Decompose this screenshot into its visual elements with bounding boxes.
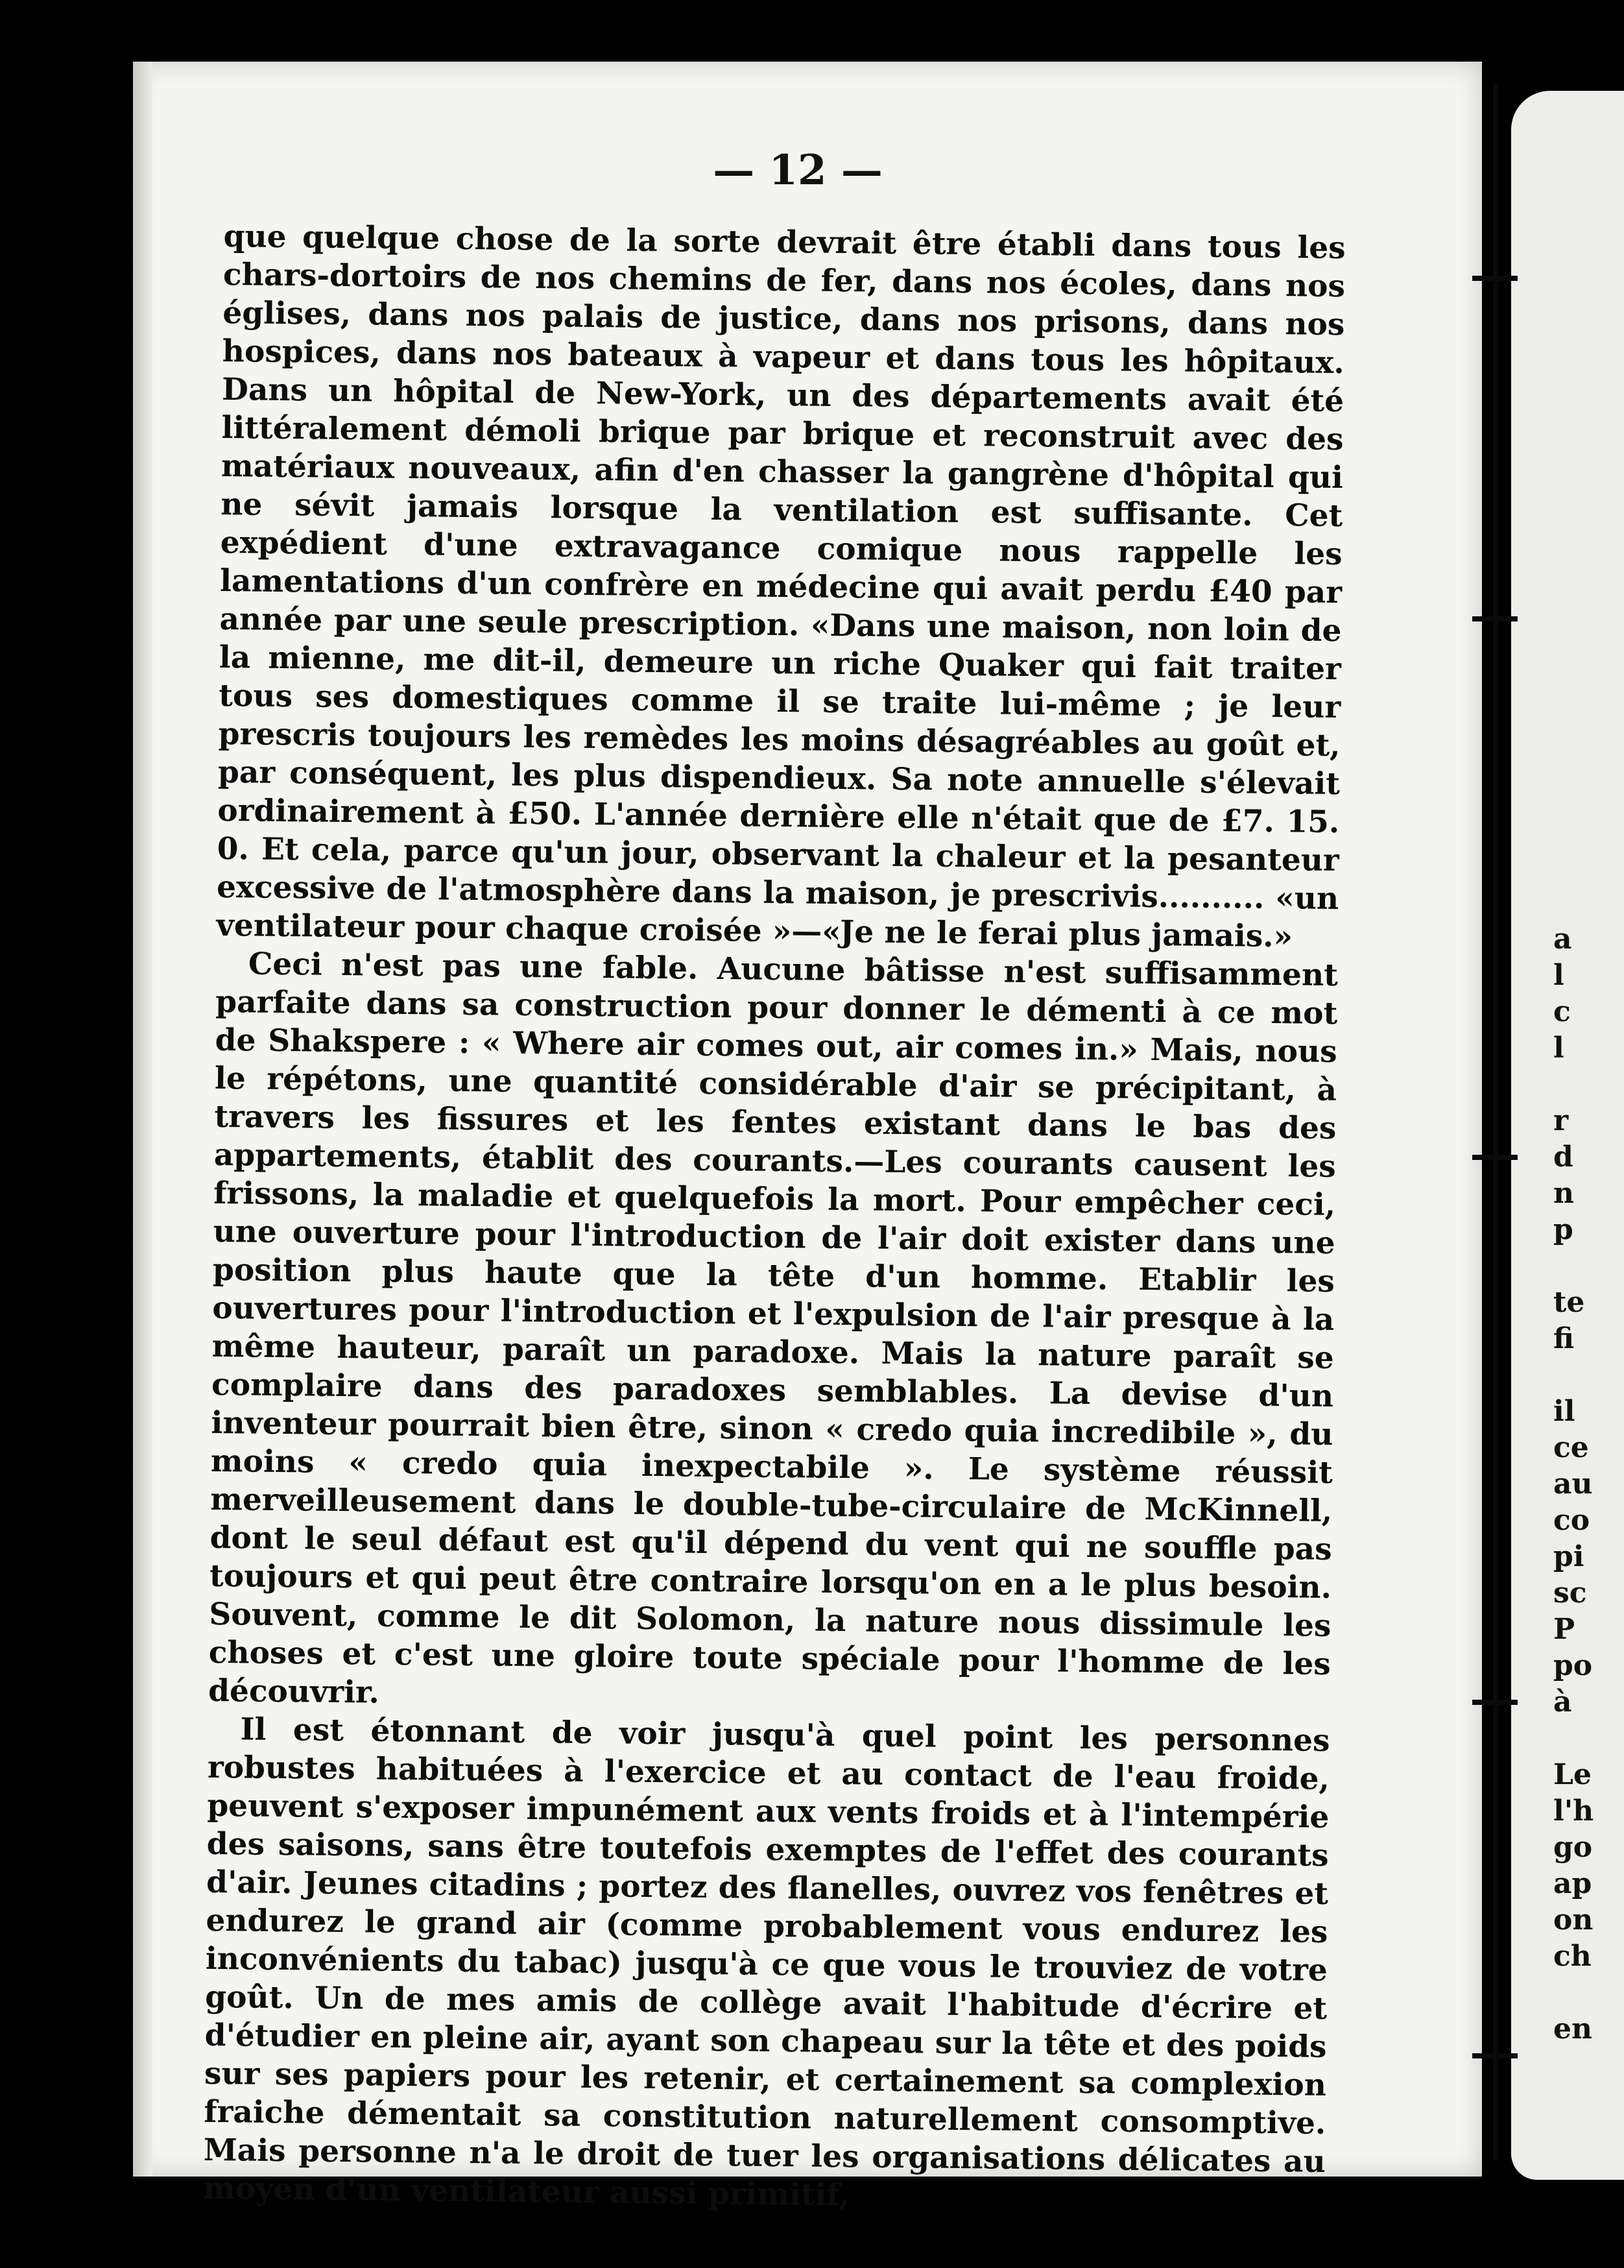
paragraph-3: Il est étonnant de voir jusqu'à quel point les personnes robustes habituées à l'exercice et au contact de l'eau froide, peuvent s'exposer impunément aux vents froids et à l'intempérie des saisons, sans être toutefois exemptes de l'effet des courants d'air. Jeunes citadins ; portez des flanelles, ouvrez vos fenêtres et endurez le grand air (comme probablement vous endurez les inconvénients du tabac) jusqu'à ce que vous le trouviez de votre goût. Un de mes amis de collège avait l'habitude d'écrire et d'étudier en pleine air, ayant son chapeau sur la tête et des poids sur ses papiers pour les retenir, et certainement sa complexion fraiche démentait sa constitution naturellement consomptive. Mais personne n'a le droit de tuer les organisations délicates au moyen d'un ventilateur aussi primitif, <box>202 1711 1330 2214</box>
adjacent-page-fragments: a l c l r d n p te fi il ce au co pi sc P po à Le l'h go ap on ch en <box>1553 923 1594 2045</box>
paragraph-1: que quelque chose de la sorte devrait être établi dans tous les chars-dortoirs de nos chemins de fer, dans nos écoles, dans nos églises, dans nos palais de justice, dans nos prisons, dans nos hospices, dans nos bateaux à vapeur et dans tous les hôpitaux. Dans un hôpital de New-York, un des départements avait été littéralement démoli brique par brique et reconstruit avec des matériaux nouveaux, afin d'en chasser la gangrène d'hôpital qui ne sévit jamais lorsque la ventilation est suffisante. Cet expédient d'une extravagance comique nous rappelle les lamentations d'un confrère en médecine qui avait perdu £40 par année par une seule prescription. «Dans une maison, non loin de la mienne, me dit-il, demeure un riche Quaker qui fait traiter tous ses domestiques comme il se traite lui-même ; je leur prescris toujours les remèdes les moins désagréables au goût et, par conséquent, les plus dispendieux. Sa note annuelle s'élevait ordinairement à £50. L'année dernière elle n'était que de £7. 15. 0. Et cela, parce qu'un jour, observant la chaleur et la pesanteur excessive de l'atmosphère dans la maison, je prescrivis.......... «un ventilateur pour chaque croisée »—«Je ne le ferai plus jamais.» <box>216 218 1346 955</box>
page-left-edge <box>133 62 152 2177</box>
binding-tick <box>1472 2053 1518 2058</box>
page-number: — 12 — <box>713 146 883 195</box>
paragraph-2: Ceci n'est pas une fable. Aucune bâtisse n'est suffisamment parfaite dans sa construction pour donner le démenti à ce mot de Shakspere : « Where air comes out, air comes in.» Mais, nous le répétons, une quantité considérable d'air se précipitant, à travers les fissures et les fentes existant dans le bas des appartements, établit des courants.—Les courants causent les frissons, la maladie et quelquefois la mort. Pour empêcher ceci, une ouverture pour l'introduction de l'air doit exister dans une position plus haute que la tête d'un homme. Etablir les ouvertures pour l'introduction et l'expulsion de l'air presque à la même hauteur, paraît un paradoxe. Mais la nature paraît se complaire dans des paradoxes semblables. La devise d'un inventeur pourrait bien être, sinon « credo quia incredibile », du moins « credo quia inexpectabile ». Le système réussit merveilleusement dans le double-tube-circulaire de McKinnell, dont le seul défaut est qu'il dépend du vent qui ne souffle pas toujours et qui peut être contraire lorsqu'on en a le plus besoin. Souvent, comme le dit Solomon, la nature nous dissimule les choses et c'est une gloire toute spéciale pour l'homme de les découvrir. <box>208 946 1339 1711</box>
binding-line <box>1493 84 1498 2160</box>
binding-tick <box>1472 276 1518 281</box>
binding-tick <box>1472 1700 1518 1705</box>
binding-tick <box>1472 1155 1518 1160</box>
binding-tick <box>1472 616 1518 621</box>
body-text <box>203 217 1346 2219</box>
